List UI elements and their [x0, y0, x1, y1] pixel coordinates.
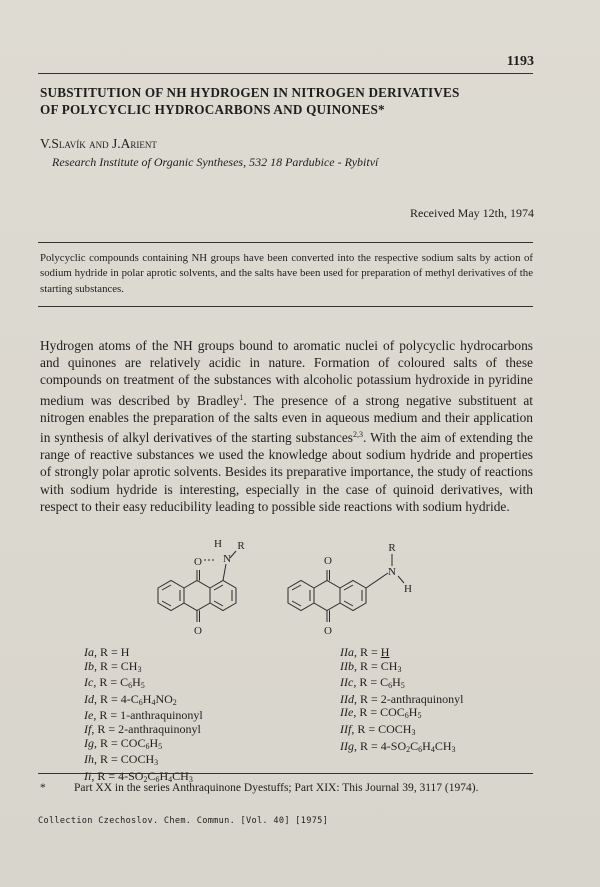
right-o-top: O	[324, 555, 332, 567]
formula-part: H	[159, 768, 169, 783]
compound-id: Ii	[84, 768, 92, 783]
body-paragraph	[40, 337, 533, 515]
compound-entry	[340, 676, 463, 693]
affiliation: Research Institute of Organic Syntheses, 532 18 Pardubice - Rybitví	[52, 155, 379, 169]
compound-id: IIf	[340, 721, 352, 736]
formula-subscript: 5	[417, 711, 422, 721]
left-ring-b	[184, 581, 210, 611]
compound-substituent: COC	[380, 705, 405, 720]
compound-entry	[84, 693, 203, 710]
formula-part: C	[147, 768, 156, 783]
compound-equals: , R =	[354, 738, 381, 753]
formula-subscript: 6	[138, 697, 143, 707]
formula-part: H	[392, 675, 401, 690]
left-o-bottom: O	[194, 625, 202, 637]
formula-subscript: 3	[411, 727, 416, 737]
formula-subscript: 6	[145, 741, 150, 751]
formula-subscript: 6	[155, 774, 160, 784]
compound-entry	[340, 723, 463, 740]
compound-substituent: CH	[120, 658, 138, 673]
compound-equals: , R =	[91, 768, 119, 783]
compound-equals: , R =	[94, 752, 121, 767]
formula-subscript: 3	[451, 744, 456, 754]
left-n: N	[223, 553, 231, 565]
compound-substituent: H	[120, 645, 130, 659]
right-h: H	[404, 583, 412, 595]
compound-entry	[340, 693, 463, 707]
left-r: R	[237, 540, 245, 552]
footnote-mark: *	[40, 782, 46, 794]
formula-subscript: 6	[404, 711, 409, 721]
formula-subscript: 3	[397, 664, 402, 674]
compound-equals: , R =	[353, 705, 381, 720]
compound-entry	[84, 737, 203, 754]
formula-subscript: 5	[140, 681, 145, 691]
left-h: H	[214, 538, 222, 550]
compound-id: IIg	[340, 738, 354, 753]
formula-subscript: 2	[143, 774, 148, 784]
formula-part: NO	[155, 691, 173, 706]
journal-footer: Collection Czechoslov. Chem. Commun. [Vol. 40] [1975]	[38, 816, 329, 826]
compound-id: Ie	[84, 708, 94, 723]
compound-equals: , R =	[351, 721, 379, 736]
compound-equals: , R =	[94, 645, 121, 659]
compound-substituent: 2-anthraquinonyl	[380, 691, 464, 706]
formula-subscript: 5	[158, 741, 163, 751]
formula-subscript: 6	[418, 744, 423, 754]
formula-part: C	[410, 738, 419, 753]
body-text-3: . With the aim of extending the range of reactive substances we used the knowledge about sodium hydride and properties of strongly polar aprotic solvents. Besides its preparative importance, the study of reactions with sodium hydride is interesting, especially in the case of quinoid derivatives, with respect to their easy reducibility leading to possible side reactions with sodium hydride.	[40, 430, 533, 514]
title-line-1: SUBSTITUTION OF NH HYDROGEN IN NITROGEN DERIVATIVES	[40, 85, 460, 100]
abstract: Polycyclic compounds containing NH groups have been converted into the respective sodium salts by action of sodium hydride in polar aprotic solvents, and the salts have been used for preparation of methyl derivatives of the starting substances.	[40, 252, 533, 295]
compound-id: IIb	[340, 658, 354, 673]
formula-subscript: 3	[137, 664, 142, 674]
compound-entry	[84, 660, 203, 677]
compound-equals: , R =	[354, 658, 381, 673]
compound-substituent: 2-anthraquinonyl	[118, 721, 201, 736]
compound-id: Id	[84, 691, 94, 706]
compound-id: Ib	[84, 658, 94, 673]
compound-entry	[340, 660, 463, 677]
compound-equals: , R =	[93, 675, 121, 690]
authors: V.Slavík and J.Arient	[40, 136, 157, 151]
formula-subscript: 2	[406, 744, 411, 754]
right-r: R	[388, 542, 396, 554]
footnote-text: Part XX in the series Anthraquinone Dyestuffs; Part XIX: This Journal 39, 3117 (1974).	[74, 782, 479, 794]
compound-entry	[340, 646, 463, 660]
formula-subscript: 6	[388, 681, 393, 691]
compound-entry	[340, 740, 463, 757]
formula-part: CH	[172, 768, 189, 783]
compound-list-II	[340, 646, 463, 756]
compound-id: IIa	[340, 645, 354, 659]
formula-subscript: 3	[188, 774, 193, 784]
compound-substituent: 4-C	[120, 691, 139, 706]
compound-equals: , R =	[353, 675, 381, 690]
body-text-1: Hydrogen atoms of the NH groups bound to aromatic nuclei of polycyclic hydrocarbons and quinones are relatively acidic in nature. Formation of coloured salts of these compounds on treatment of the substances with alcoholic potassium hydroxide in pyridine medium was described by Bradley	[40, 338, 533, 408]
compound-entry	[84, 646, 203, 660]
formula-subscript: 5	[400, 681, 405, 691]
body-text-2: . The presence of a strong negative substituent at nitrogen enables the preparation of the salts even in aqueous medium and their application in synthesis of alkyl derivatives of the starting substances	[40, 392, 533, 446]
compound-equals: , R =	[354, 691, 381, 706]
formula-part: H	[422, 738, 431, 753]
compound-entry	[84, 676, 203, 693]
compound-entry	[84, 709, 203, 723]
reference-2-3: 2,3	[353, 430, 363, 440]
formula-subscript: 2	[172, 697, 177, 707]
compound-substituent: C	[380, 675, 389, 690]
compound-equals: , R =	[94, 658, 121, 673]
formula-subscript: 3	[154, 758, 159, 768]
compound-id: Ia	[84, 645, 94, 659]
compound-id: IIc	[340, 675, 354, 690]
footnote-rule	[38, 773, 533, 774]
formula-part: H	[149, 735, 159, 750]
compound-substituent: H	[380, 645, 390, 659]
compound-substituent: C	[120, 675, 129, 690]
compound-substituent: 1-anthraquinonyl	[120, 708, 203, 723]
abstract-bottom-rule	[38, 306, 533, 307]
abstract-top-rule	[38, 242, 533, 243]
formula-subscript: 6	[128, 681, 133, 691]
formula-subscript: 4	[168, 774, 173, 784]
reference-1: 1	[239, 392, 244, 402]
compound-equals: , R =	[94, 691, 121, 706]
compound-id: If	[84, 721, 92, 736]
formula-part: H	[142, 691, 152, 706]
formula-part: H	[408, 705, 418, 720]
page-number: 1193	[506, 54, 534, 69]
chemical-structures	[120, 538, 420, 642]
formula-subscript: 4	[151, 697, 156, 707]
formula-part: H	[132, 675, 141, 690]
compound-list-I	[84, 646, 203, 786]
compound-substituent: CH	[380, 658, 398, 673]
compound-id: IId	[340, 691, 354, 706]
formula-subscript: 4	[430, 744, 435, 754]
right-o-bottom: O	[324, 625, 332, 637]
compound-substituent: COCH	[378, 721, 412, 736]
compound-equals: , R =	[94, 735, 121, 750]
received-date: Received May 12th, 1974	[410, 206, 534, 220]
compound-entry	[340, 706, 463, 723]
title-line-2: OF POLYCYCLIC HYDROCARBONS AND QUINONES*	[40, 102, 385, 117]
formula-part: CH	[434, 738, 452, 753]
header-rule	[38, 73, 533, 74]
compound-substituent: 4-SO	[118, 768, 144, 783]
compound-substituent: COC	[120, 735, 146, 750]
right-n: N	[388, 566, 396, 578]
compound-entry	[84, 753, 203, 770]
right-ring-b	[314, 581, 340, 611]
compound-equals: , R =	[91, 721, 119, 736]
compound-substituent: COCH	[120, 752, 155, 767]
compound-id: Ic	[84, 675, 94, 690]
compound-equals: , R =	[93, 708, 121, 723]
article-title	[40, 84, 540, 118]
compound-entry	[84, 723, 203, 737]
compound-id: Ih	[84, 752, 94, 767]
compound-equals: , R =	[354, 645, 381, 659]
compound-id: IIe	[340, 705, 354, 720]
left-o-top: O	[194, 556, 202, 568]
compound-substituent: 4-SO	[380, 738, 407, 753]
compound-id: Ig	[84, 735, 94, 750]
